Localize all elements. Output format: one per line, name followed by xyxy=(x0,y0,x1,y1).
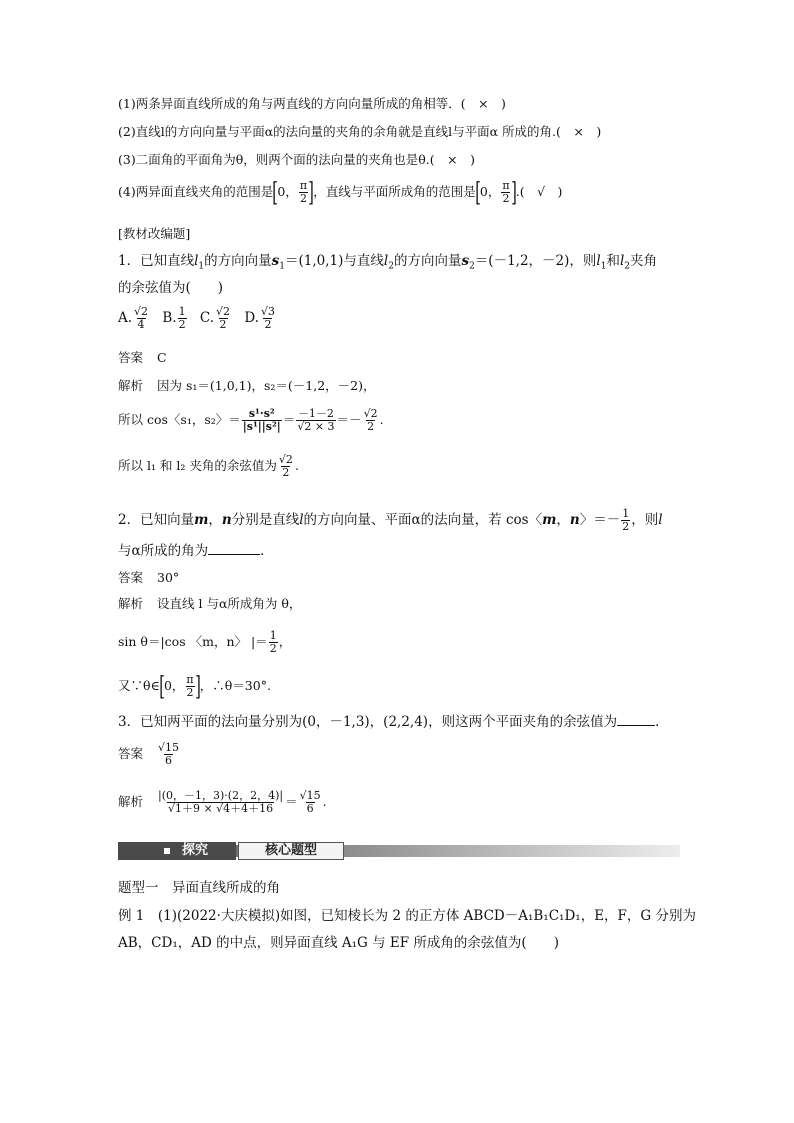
subscript: 1 xyxy=(600,261,607,272)
problem-1-stem-line2: 的余弦值为( ) xyxy=(118,280,224,296)
option-c-label: C. xyxy=(199,310,215,326)
text: 2．已知向量 xyxy=(118,512,195,528)
judge-item-4-text-b: ，直线与平面所成角的范围是 xyxy=(313,184,476,199)
left-bracket: [ xyxy=(272,177,279,208)
problem-1-stem xyxy=(118,253,657,275)
analysis-text: 又∵θ∈ xyxy=(118,678,160,693)
problem-1-analysis-2 xyxy=(118,408,384,433)
pi-over-two-fraction xyxy=(501,180,510,205)
text: 与α所成的角为 xyxy=(118,543,209,559)
var-l: l xyxy=(383,253,389,269)
fraction-numerator: π xyxy=(502,179,510,192)
fraction-numerator: √2 xyxy=(216,305,231,318)
option-a-fraction xyxy=(133,306,149,331)
fraction-denominator: 2 xyxy=(502,192,510,205)
text: 和 xyxy=(606,253,620,269)
problem-1-options xyxy=(118,306,277,331)
problem-2-stem-line2 xyxy=(118,542,274,559)
banner-light-tab: 核心题型 xyxy=(238,842,344,860)
vector-m: m xyxy=(542,512,557,528)
var-l: l xyxy=(658,512,663,528)
square-bullet-icon xyxy=(164,848,170,854)
right-bracket: ] xyxy=(510,177,517,208)
var-l: l xyxy=(596,253,601,269)
fraction-numerator: √15 xyxy=(299,789,321,802)
fraction-numerator: －1－2 xyxy=(297,407,334,420)
option-b-fraction xyxy=(178,306,187,331)
problem-2-analysis-1 xyxy=(118,596,301,612)
result-fraction xyxy=(363,408,379,433)
problem-2-answer xyxy=(118,570,179,586)
comma: ， xyxy=(278,634,292,649)
example-1-line2: AB，CD₁，AD 的中点，则异面直线 A₁G 与 EF 所成角的余弦值为( ) xyxy=(118,935,559,951)
text: 的方向向量、平面α的法向量，若 cos〈 xyxy=(303,512,543,528)
fraction-numerator: 1 xyxy=(269,629,277,642)
analysis-label: 解析 xyxy=(118,378,144,393)
text: ，则 xyxy=(631,512,659,528)
left-bracket: [ xyxy=(475,177,481,208)
analysis-text: 设直线 l 与α所成角为 θ， xyxy=(157,596,302,611)
left-bracket: [ xyxy=(159,671,165,702)
var-l: l xyxy=(619,253,625,269)
half-fraction xyxy=(269,630,278,655)
fraction-numerator: 1 xyxy=(622,507,630,520)
interval-2-start: 0， xyxy=(479,184,501,199)
interval-1-start: 0， xyxy=(277,184,298,199)
fraction-denominator: 2 xyxy=(282,466,290,479)
fraction-numerator: √2 xyxy=(363,407,378,420)
answer-blank[interactable] xyxy=(208,542,260,555)
option-c-fraction xyxy=(215,306,231,331)
answer-value: 30° xyxy=(157,570,180,585)
subscript: 1 xyxy=(279,261,285,272)
answer-value: C xyxy=(157,350,167,365)
vector-n: n xyxy=(569,512,580,528)
option-d-fraction xyxy=(260,306,276,331)
section-banner xyxy=(118,842,680,860)
right-bracket: ] xyxy=(194,671,201,702)
fraction-numerator: π xyxy=(186,673,194,686)
period: . xyxy=(294,458,299,473)
analysis-text: ，∴θ＝30°. xyxy=(199,678,271,693)
problem-3-answer xyxy=(118,742,181,767)
vector-m: m xyxy=(194,512,209,528)
judge-item-4-text-a: (4)两异面直线夹角的范围是 xyxy=(118,184,274,199)
fraction-denominator: 4 xyxy=(137,318,145,331)
equals: ＝ xyxy=(282,412,296,427)
text: 的方向向量 xyxy=(204,253,272,269)
option-d-label: D. xyxy=(244,310,259,326)
period: . xyxy=(379,412,384,427)
fraction-numerator: |(0，－1，3)·(2，2，4)| xyxy=(158,789,284,802)
fraction-denominator: 2 xyxy=(299,192,307,205)
subscript: 2 xyxy=(469,261,475,272)
fraction-denominator: 6 xyxy=(306,802,314,815)
fraction-denominator: 2 xyxy=(178,318,186,331)
judge-item-2: (2)直线l的方向向量与平面α的法向量的夹角的余角就是直线l与平面α 所成的角.( × ) xyxy=(118,124,602,139)
problem-3-analysis xyxy=(118,790,327,815)
analysis-text: sin θ＝|cos 〈m，n〉 |＝ xyxy=(118,634,268,649)
subscript: 2 xyxy=(388,261,394,272)
option-a-label: A. xyxy=(118,310,133,326)
text: 夹角 xyxy=(630,253,658,269)
pi-over-two-fraction xyxy=(299,180,308,205)
fraction-denominator: 2 xyxy=(367,420,375,433)
text: ＝(1,0,1)与直线 xyxy=(285,253,384,269)
problem-1-analysis-3 xyxy=(118,454,299,479)
fraction-denominator: 2 xyxy=(186,686,194,699)
fraction-numerator: π xyxy=(299,179,308,192)
comma: ， xyxy=(208,512,222,528)
option-b-label: B. xyxy=(162,310,177,326)
problem-3-stem xyxy=(118,713,669,730)
answer-blank[interactable] xyxy=(617,713,655,726)
section-heading: [教材改编题] xyxy=(118,226,191,241)
period: ． xyxy=(260,543,274,559)
example-1-line1: 例 1 (1)(2022·大庆模拟)如图，已知棱长为 2 的正方体 ABCD－A₁B₁C₁D₁，E，F，G 分别为 xyxy=(118,908,696,924)
comma: ， xyxy=(556,512,570,528)
result-fraction xyxy=(278,454,294,479)
problem-1-analysis-1 xyxy=(118,378,376,394)
fraction-numerator: s¹·s² xyxy=(248,407,275,420)
judge-item-1: (1)两条异面直线所成的角与两直线的方向向量所成的角相等．( × ) xyxy=(118,96,506,111)
fraction-denominator: √1＋9 × √4＋4＋16 xyxy=(167,802,274,815)
fraction-numerator: √15 xyxy=(158,741,180,754)
fraction-denominator: |s¹||s²| xyxy=(242,420,281,433)
fraction-denominator: 2 xyxy=(264,318,272,331)
problem-2-analysis-2 xyxy=(118,630,291,655)
fraction-denominator: 2 xyxy=(219,318,227,331)
var-l: l xyxy=(194,253,199,269)
result-fraction xyxy=(299,790,322,815)
text: 分别是直线 xyxy=(231,512,300,528)
judge-item-3: (3)二面角的平面角为θ，则两个面的法向量的夹角也是θ.( × ) xyxy=(118,152,475,167)
answer-label: 答案 xyxy=(118,350,144,365)
analysis-text: 所以 cos〈s₁，s₂〉＝ xyxy=(118,412,241,427)
right-paren: ] xyxy=(308,177,314,208)
var-l: l xyxy=(299,512,304,528)
analysis-label: 解析 xyxy=(118,596,144,611)
pi-over-two-fraction xyxy=(185,674,194,699)
half-fraction xyxy=(621,508,630,533)
type-heading: 题型一 异面直线所成的角 xyxy=(118,880,280,896)
answer-fraction xyxy=(157,742,180,767)
period: ． xyxy=(655,714,669,730)
cos-fraction xyxy=(242,408,282,433)
fraction-denominator: 2 xyxy=(622,520,630,533)
interval-start: 0， xyxy=(163,678,185,693)
judge-item-4-text-c: .( √ ) xyxy=(515,184,563,199)
fraction-numerator: 1 xyxy=(178,305,186,318)
fraction-numerator: √3 xyxy=(260,305,275,318)
problem-2-analysis-3 xyxy=(118,671,271,702)
judge-item-4 xyxy=(118,177,563,208)
period: . xyxy=(322,794,327,809)
fraction-denominator: √2 × 3 xyxy=(297,420,335,433)
banner-dark-tab xyxy=(118,842,236,860)
cos-fraction xyxy=(157,790,284,815)
problem-2-stem xyxy=(118,508,663,533)
text: 3．已知两平面的法向量分别为(0，－1,3)，(2,2,4)，则这两个平面夹角的余弦值为 xyxy=(118,714,618,730)
text: 1．已知直线 xyxy=(118,253,195,269)
answer-label: 答案 xyxy=(118,570,144,585)
subscript: 1 xyxy=(198,261,205,272)
answer-label: 答案 xyxy=(118,746,144,761)
fraction-denominator: 2 xyxy=(269,642,277,655)
vector-n: n xyxy=(221,512,232,528)
text: ＝(－1,2，－2)，则 xyxy=(474,253,597,269)
analysis-label: 解析 xyxy=(118,794,144,809)
fraction-numerator: √2 xyxy=(134,305,149,318)
analysis-text: 因为 s₁＝(1,0,1)，s₂＝(－1,2，－2)， xyxy=(157,378,376,393)
analysis-text: 所以 l₁ 和 l₂ 夹角的余弦值为 xyxy=(118,458,277,473)
problem-1-answer xyxy=(118,350,167,366)
text: 〉＝－ xyxy=(579,512,621,528)
equals: ＝ xyxy=(285,794,298,809)
equals: ＝－ xyxy=(336,412,362,427)
subscript: 2 xyxy=(624,261,631,272)
banner-left-label: 探究 xyxy=(182,843,209,858)
value-fraction xyxy=(296,408,335,433)
fraction-denominator: 6 xyxy=(165,754,173,767)
vector-s: s xyxy=(461,253,470,269)
text: 的方向向量 xyxy=(393,253,462,269)
vector-s: s xyxy=(271,253,280,269)
fraction-numerator: √2 xyxy=(278,453,293,466)
